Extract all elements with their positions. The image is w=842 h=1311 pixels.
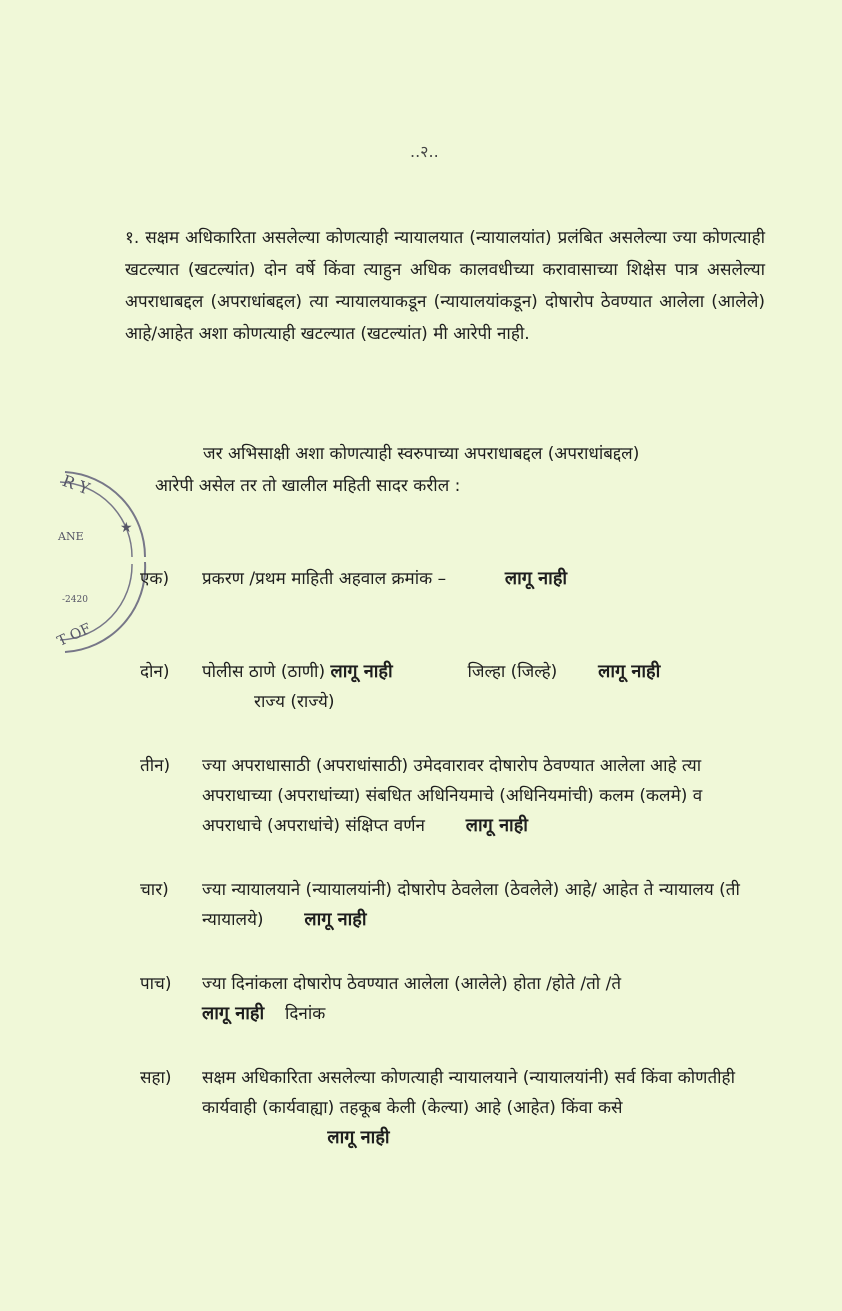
- item-six-text: सक्षम अधिकारिता असलेल्या कोणत्याही न्यायालयाने (न्यायालयांनी) सर्व किंवा कोणतीही कार्यवाही (कार्यवाह्या) तहकूब केली (केल्या) आहे (आहेत) किंवा कसे: [202, 1068, 735, 1118]
- item-six-value: लागू नाही: [327, 1127, 390, 1148]
- item-one-text: प्रकरण /प्रथम माहिती अहवाल क्रमांक –: [202, 569, 447, 589]
- item-four-value: लागू नाही: [304, 909, 367, 930]
- declaration-text: सक्षम अधिकारिता असलेल्या कोणत्याही न्यायालयात (न्यायालयांत) प्रलंबित असलेल्या ज्या कोणत्याही खटल्यात (खटल्यांत) दोन वर्षे किंवा त्याहुन अधिक कालवधीच्या करावासाच्या शिक्षेस पात्र असलेल्या अपराधाबद्दल (अपराधांबद्दल) त्या न्यायालयाकडून (न्यायालयांकडून) दोषारोप ठेवण्यात आलेला (आलेले) आहे/आहेत अशा कोणत्याही खटल्यात (खटल्यांत) मी आरेपी नाही.: [125, 228, 765, 344]
- svg-text:★: ★: [120, 520, 133, 536]
- svg-text:R Y: R Y: [59, 471, 93, 499]
- item-two-label: दोन): [140, 662, 170, 682]
- declaration-paragraph: [125, 222, 765, 350]
- svg-text:T OF: T OF: [54, 620, 94, 650]
- svg-text:ANE: ANE: [58, 530, 84, 543]
- item-five-suffix: दिनांक: [284, 1004, 326, 1024]
- office-stamp: [54, 462, 150, 666]
- item-two-value: लागू नाही: [330, 661, 393, 682]
- page-number: ..२..: [410, 142, 439, 161]
- item-five-text: ज्या दिनांकला दोषारोप ठेवण्यात आलेला (आलेले) होता /होते /तो /ते: [202, 974, 622, 994]
- item-one-label: एक): [140, 569, 170, 589]
- item-four-label: चार): [140, 880, 169, 900]
- item-three-value: लागू नाही: [465, 815, 528, 836]
- item-two-state: राज्य (राज्ये): [254, 692, 335, 712]
- item-two-district-value: लागू नाही: [598, 661, 661, 682]
- item-five-value: लागू नाही: [202, 1003, 265, 1024]
- item-five-label: पाच): [140, 974, 172, 994]
- instruction-paragraph: [155, 438, 765, 502]
- item-six-label: सहा): [140, 1068, 172, 1088]
- item-two-district: जिल्हा (जिल्हे): [467, 662, 558, 682]
- paragraph-number: १.: [125, 228, 140, 248]
- instruction-line-1: जर अभिसाक्षी अशा कोणत्याही स्वरुपाच्या अपराधाबद्दल (अपराधांबद्दल): [203, 444, 640, 464]
- instruction-line-2: आरेपी असेल तर तो खालील महिती सादर करील :: [155, 476, 461, 496]
- svg-text:-2420: -2420: [62, 595, 88, 605]
- item-one-value: लागू नाही: [504, 568, 568, 589]
- item-three-text: ज्या अपराधासाठी (अपराधांसाठी) उमेदवारावर दोषारोप ठेवण्यात आलेला आहे त्या अपराधाच्या (अपराधांच्या) संबधित अधिनियमाचे (अधिनियमांची) कलम (कलमे) व अपराधाचे (अपराधांचे) संक्षिप्त वर्णन: [202, 756, 703, 836]
- item-two-text: पोलीस ठाणे (ठाणी): [202, 662, 326, 682]
- item-four-text: ज्या न्यायालयाने (न्यायालयांनी) दोषारोप ठेवलेला (ठेवलेले) आहे/ आहेत ते न्यायालय (ती न्यायालये): [202, 880, 740, 930]
- item-three-label: तीन): [140, 756, 171, 776]
